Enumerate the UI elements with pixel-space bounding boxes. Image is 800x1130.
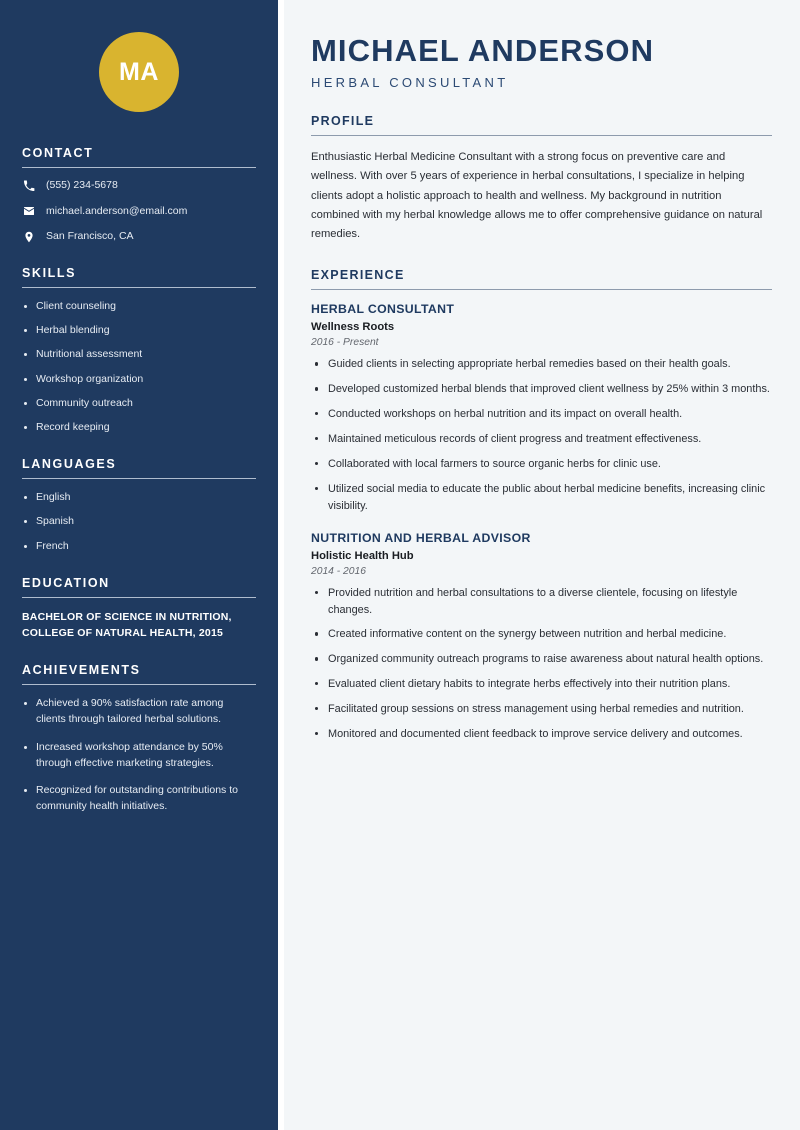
education-entry: BACHELOR OF SCIENCE IN NUTRITION, COLLEGE OF NATURAL HEALTH, 2015 — [22, 610, 232, 640]
contact-email-value: michael.anderson@email.com — [46, 204, 188, 217]
email-icon — [22, 205, 35, 218]
list-item: English — [22, 490, 256, 505]
list-item: Record keeping — [22, 420, 256, 435]
job-title: HERBAL CONSULTANT — [311, 302, 455, 317]
contact-email[interactable] — [22, 205, 256, 219]
job-dates: 2014 - 2016 — [311, 565, 366, 577]
contact-phone-value: (555) 234-5678 — [46, 179, 118, 191]
job-bullets — [311, 585, 772, 743]
list-item: Evaluated client dietary habits to integrate herbs effectively into their nutrition plans. — [311, 676, 772, 693]
list-item: Workshop organization — [22, 372, 256, 387]
sidebar-heading-skills: SKILLS — [22, 265, 77, 280]
job-company: Holistic Health Hub — [311, 549, 414, 562]
list-item: Herbal blending — [22, 323, 256, 338]
contact-phone[interactable] — [22, 179, 256, 193]
list-item: Spanish — [22, 514, 256, 529]
list-item: Collaborated with local farmers to source organic herbs for clinic use. — [311, 456, 772, 473]
divider — [22, 597, 256, 598]
list-item: Organized community outreach programs to raise awareness about natural health options. — [311, 651, 772, 668]
achievements-list — [22, 696, 256, 815]
divider — [311, 289, 772, 290]
page-title: MICHAEL ANDERSON — [311, 33, 655, 68]
phone-icon — [22, 179, 35, 192]
section-experience — [311, 268, 772, 742]
sidebar-section-education — [22, 576, 256, 642]
list-item: Community outreach — [22, 396, 256, 411]
sidebar-heading-achievements: ACHIEVEMENTS — [22, 663, 141, 678]
list-item: Maintained meticulous records of client progress and treatment effectiveness. — [311, 431, 772, 448]
list-item: French — [22, 539, 256, 554]
contact-location-value: San Francisco, CA — [46, 230, 134, 243]
heading-profile: PROFILE — [311, 114, 375, 129]
contact-location[interactable] — [22, 230, 256, 244]
job-bullets — [311, 356, 772, 514]
sidebar-section-skills — [22, 266, 256, 435]
location-pin-icon — [22, 231, 35, 244]
section-profile — [311, 114, 772, 244]
divider — [22, 287, 256, 288]
sidebar-heading-languages: LANGUAGES — [22, 457, 117, 472]
sidebar-heading-education: EDUCATION — [22, 575, 110, 590]
sidebar — [0, 0, 278, 1130]
main-content — [284, 0, 800, 1130]
list-item: Utilized social media to educate the public about herbal medicine benefits, increasing clinic visibility. — [311, 481, 772, 515]
list-item: Conducted workshops on herbal nutrition and its impact on overall health. — [311, 406, 772, 423]
list-item: Achieved a 90% satisfaction rate among clients through tailored herbal solutions. — [22, 696, 256, 728]
list-item: Provided nutrition and herbal consultations to a diverse clientele, focusing on lifestyle changes. — [311, 585, 772, 619]
job-role-subtitle: HERBAL CONSULTANT — [311, 75, 509, 91]
divider — [311, 135, 772, 136]
profile-text: Enthusiastic Herbal Medicine Consultant with a strong focus on preventive care and wellness. With over 5 years of experience in herbal consultations, I specialize in helping clients adopt a holistic approach to health and wellness. My background in nutrition combined with my herbal knowledge allows me to offer comprehensive guidance on natural remedies. — [311, 151, 763, 241]
list-item: Created informative content on the synergy between nutrition and herbal medicine. — [311, 626, 772, 643]
avatar-container — [22, 0, 256, 146]
list-item: Client counseling — [22, 299, 256, 314]
list-item: Recognized for outstanding contributions to community health initiatives. — [22, 783, 256, 815]
sidebar-section-languages — [22, 457, 256, 554]
sidebar-section-contact — [22, 146, 256, 244]
job-company: Wellness Roots — [311, 321, 395, 334]
list-item: Nutritional assessment — [22, 347, 256, 362]
list-item: Monitored and documented client feedback to improve service delivery and outcomes. — [311, 726, 772, 743]
divider — [22, 684, 256, 685]
divider — [22, 478, 256, 479]
divider — [22, 167, 256, 168]
list-item: Developed customized herbal blends that improved client wellness by 25% within 3 months. — [311, 381, 772, 398]
list-item: Facilitated group sessions on stress management using herbal remedies and nutrition. — [311, 701, 772, 718]
job-title: NUTRITION AND HERBAL ADVISOR — [311, 530, 531, 545]
list-item: Increased workshop attendance by 50% through effective marketing strategies. — [22, 740, 256, 772]
experience-entry — [311, 531, 772, 743]
list-item: Guided clients in selecting appropriate herbal remedies based on their health goals. — [311, 356, 772, 373]
experience-entry — [311, 302, 772, 514]
job-dates: 2016 - Present — [311, 337, 379, 349]
skills-list — [22, 299, 256, 435]
languages-list — [22, 490, 256, 554]
sidebar-section-achievements — [22, 663, 256, 815]
heading-experience: EXPERIENCE — [311, 268, 405, 283]
sidebar-heading-contact: CONTACT — [22, 146, 94, 160]
avatar: MA — [99, 32, 179, 112]
